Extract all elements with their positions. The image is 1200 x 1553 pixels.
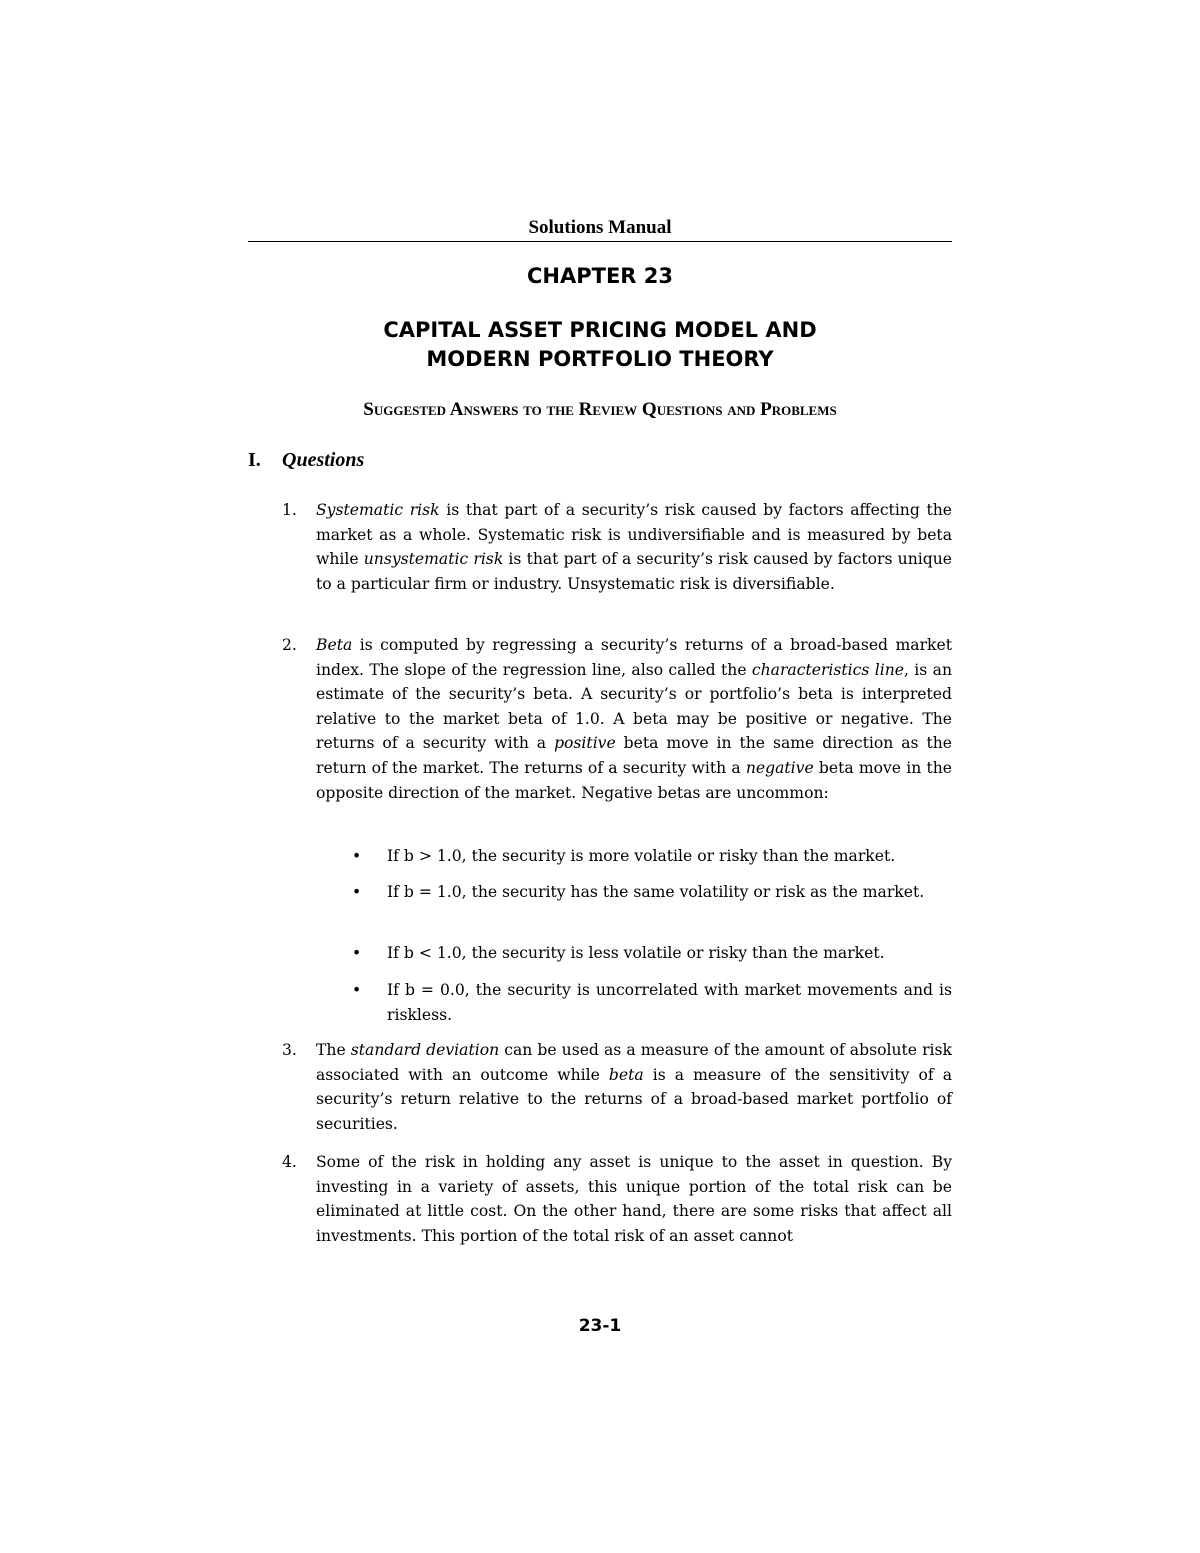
- text-run: Some of the risk in holding any asset is unique to the asset in question. By investing in a variety of assets, this unique portion of the total risk can be eliminated at little cost. On the other hand, there are some risks that affect all investments. This portion of the total risk of an asset cannot: [316, 1153, 952, 1245]
- chapter-number: CHAPTER 23: [526, 264, 673, 288]
- emphasized-term: characteristics line: [751, 660, 904, 679]
- bullet-text: If b > 1.0, the security is more volatile or risky than the market.: [387, 847, 896, 865]
- part-heading: [248, 447, 364, 473]
- bullet-icon: •: [352, 847, 362, 865]
- bullet-text: If b = 0.0, the security is uncorrelated with market movements and is riskless.: [387, 981, 952, 1024]
- bullet-icon: •: [352, 981, 362, 999]
- text-run: beta move in the same direction as the return of the market. The returns of a security with a: [316, 734, 953, 777]
- text-run: , is an estimate of the security’s beta. A security’s or portfolio’s beta is interpreted relative to the market beta of 1.0. A beta may be positive or negative. The returns of a security with a: [316, 660, 952, 753]
- text-run: is that part of a security’s risk caused by factors affecting the market as a whole. Systematic risk is undiversifiable and is measured by beta while: [316, 501, 952, 569]
- section-heading: Suggested Answers to the Review Questions and Problems: [363, 399, 837, 420]
- text-run: is computed by regressing a security’s returns of a broad-based market index. The slope of the regression line, also called the: [316, 636, 952, 679]
- bullet-icon: •: [352, 944, 362, 962]
- list-item: [352, 941, 952, 966]
- emphasized-term: unsystematic risk: [363, 550, 504, 569]
- question-item-3: [282, 1038, 952, 1136]
- bullet-text: If b < 1.0, the security is less volatile or risky than the market.: [387, 944, 885, 962]
- emphasized-term: standard deviation: [350, 1041, 500, 1059]
- question-item-4: [282, 1150, 952, 1248]
- text-run: The: [316, 1041, 351, 1059]
- bullet-text: If b = 1.0, the security has the same volatility or risk as the market.: [387, 883, 925, 901]
- text-run: is that part of a security’s risk caused by factors unique to a particular firm or industry. Unsystematic risk is diversifiable.: [316, 550, 952, 593]
- chapter-title-line-2: MODERN PORTFOLIO THEORY: [426, 347, 774, 371]
- question-text: [316, 1150, 952, 1248]
- emphasized-term: Beta: [316, 636, 353, 654]
- emphasized-term: beta: [608, 1065, 644, 1084]
- part-title: Questions: [282, 449, 365, 471]
- question-text: [316, 633, 952, 805]
- part-number: I.: [248, 449, 261, 471]
- list-item: [352, 978, 952, 1027]
- question-number: 1.: [282, 501, 297, 519]
- document-page: [248, 0, 952, 1553]
- chapter-title-line-1: CAPITAL ASSET PRICING MODEL AND: [383, 318, 817, 342]
- bullet-icon: •: [352, 883, 362, 901]
- question-item-1: [282, 498, 952, 596]
- running-header: Solutions Manual: [528, 217, 672, 238]
- emphasized-term: positive: [554, 734, 616, 753]
- question-text: [316, 498, 952, 596]
- emphasized-term: negative: [745, 758, 814, 777]
- page-number: 23-1: [578, 1316, 622, 1336]
- emphasized-term: Systematic risk: [316, 501, 440, 519]
- question-number: 3.: [282, 1041, 297, 1059]
- question-number: 4.: [282, 1153, 297, 1171]
- question-item-2: [282, 633, 952, 805]
- header-rule: [248, 241, 952, 242]
- chapter-title: [248, 316, 952, 374]
- list-item: [352, 844, 952, 869]
- list-item: [352, 880, 952, 905]
- question-number: 2.: [282, 636, 297, 654]
- text-run: can be used as a measure of the amount of absolute risk associated with an outcome while: [316, 1041, 952, 1084]
- text-run: is a measure of the sensitivity of a security’s return relative to the returns of a broad-based market portfolio of securities.: [316, 1065, 952, 1133]
- question-text: [316, 1038, 952, 1136]
- text-run: beta move in the opposite direction of the market. Negative betas are uncommon:: [316, 758, 952, 802]
